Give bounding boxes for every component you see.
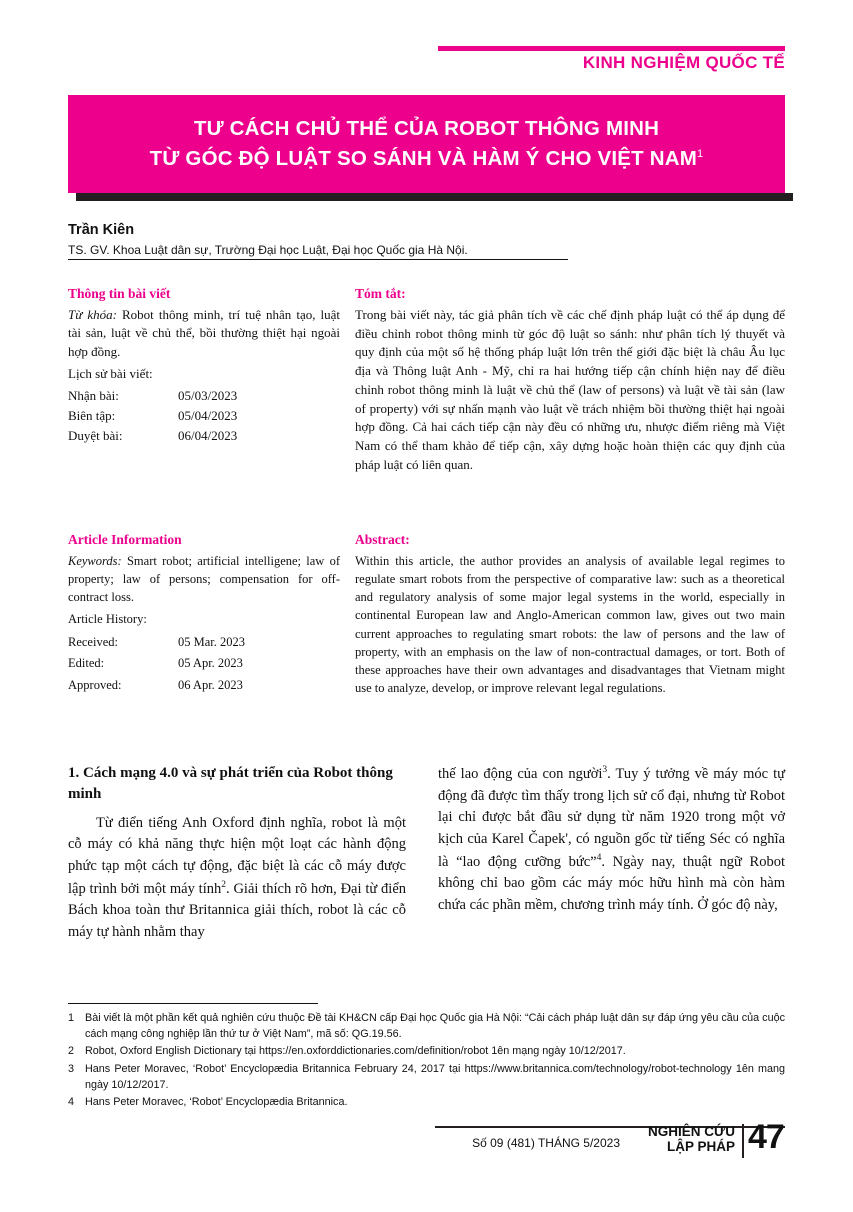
body-column-right bbox=[438, 763, 785, 917]
history-en-label-1: Edited: bbox=[68, 656, 105, 670]
history-en-value-1: 05 Apr. 2023 bbox=[178, 656, 243, 670]
article-info-en bbox=[68, 532, 340, 696]
article-info-en-keywords bbox=[68, 552, 340, 606]
article-info-vi bbox=[68, 286, 340, 446]
keywords-en-label: Keywords: bbox=[68, 554, 122, 568]
body-paragraph-right-part3: . Ngày nay, thuật ngữ Robot không chỉ bao gồm các máy móc hữu hình mà còn hàm chứa các phần mềm, chương trình máy tính. Ở góc độ này, bbox=[438, 853, 785, 914]
abstract-en bbox=[355, 532, 785, 697]
footnote-text-2: Robot, Oxford English Dictionary tại https://en.oxforddictionaries.com/definition/robot 1ên mạng ngày 10/12/2017. bbox=[85, 1045, 626, 1058]
article-title-banner bbox=[68, 95, 785, 193]
history-en-row bbox=[68, 653, 340, 675]
body-paragraph-right bbox=[438, 763, 785, 917]
title-footnote-marker: 1 bbox=[697, 148, 704, 161]
body-column-left bbox=[68, 763, 406, 944]
journal-brand-line-1: NGHIÊN CỨU bbox=[648, 1124, 735, 1139]
history-vi-row bbox=[68, 426, 340, 446]
footnote-number-4: 4 bbox=[68, 1095, 75, 1108]
footer-divider bbox=[742, 1124, 744, 1158]
history-en-label-2: Approved: bbox=[68, 677, 122, 692]
author-name: Trần Kiên bbox=[68, 222, 135, 238]
article-title-line-2-text: TỪ GÓC ĐỘ LUẬT SO SÁNH VÀ HÀM Ý CHO VIỆT NAM bbox=[149, 147, 698, 170]
footnote-item bbox=[68, 1010, 785, 1042]
body-paragraph-right-part1: thế lao động của con người bbox=[438, 765, 603, 782]
journal-brand bbox=[630, 1124, 735, 1154]
history-vi-label: Lịch sử bài viết: bbox=[68, 366, 153, 382]
journal-section-label: KINH NGHIỆM QUỐC TẾ bbox=[582, 53, 785, 72]
history-en-label-0: Received: bbox=[68, 634, 118, 649]
history-vi-row bbox=[68, 406, 340, 426]
history-en-list bbox=[68, 632, 340, 697]
footnote-list bbox=[68, 1010, 785, 1111]
footnote-ref-4: 4 bbox=[596, 852, 602, 863]
history-vi-label-0: Nhận bài: bbox=[68, 387, 119, 403]
body-paragraph-left-part1: Từ điển tiếng Anh Oxford định nghĩa, robot là một cỗ máy có khả năng thực hiện một loạt các hành động phức tạp một cách tự động, đặc biệt là các cỗ máy được lập trình bởi một máy tính bbox=[68, 814, 406, 897]
journal-brand-line-2: LẬP PHÁP bbox=[666, 1139, 735, 1155]
history-vi-row bbox=[68, 386, 340, 406]
author-affiliation: TS. GV. Khoa Luật dân sự, Trường Đại học Luật, Đại học Quốc gia Hà Nội. bbox=[68, 243, 568, 260]
header-accent-rule bbox=[438, 46, 785, 51]
footnote-ref-2: 2 bbox=[221, 879, 226, 890]
history-en-row bbox=[68, 632, 340, 654]
footnote-item bbox=[68, 1043, 785, 1059]
history-vi-list bbox=[68, 386, 340, 446]
article-info-vi-heading: Thông tin bài viết bbox=[68, 286, 171, 301]
section-heading-1: 1. Cách mạng 4.0 và sự phát triển của Robot thông minh bbox=[68, 765, 393, 803]
body-paragraph-left bbox=[68, 813, 406, 944]
keywords-vi-text: Robot thông minh, trí tuệ nhân tạo, luật tài sản, luật về chủ thể, bồi thường thiệt hại ngoài hợp đồng. bbox=[68, 307, 341, 359]
history-en-value-0: 05 Mar. 2023 bbox=[178, 634, 246, 649]
abstract-vi-heading: Tóm tắt: bbox=[355, 286, 406, 301]
history-vi-value-2: 06/04/2023 bbox=[178, 428, 238, 444]
abstract-en-heading: Abstract: bbox=[355, 532, 410, 547]
article-info-en-heading: Article Information bbox=[68, 532, 182, 547]
body-paragraph-left-part2: . Giải thích rõ hơn, Đại từ điển Bách khoa toàn thư Britannica giải thích, robot là các cỗ máy tự hành nhằm thay bbox=[68, 880, 407, 941]
footnote-text-4: Hans Peter Moravec, ‘Robot’ Encyclopædia Britannica. bbox=[85, 1095, 348, 1108]
keywords-en-text: Smart robot; artificial intelligene; law of property; law of persons; compensation for off-contract loss. bbox=[68, 554, 341, 605]
body-paragraph-right-part2: . Tuy ý tưởng về máy móc tự động đã được tìm thấy trong lịch sử cổ đại, nhưng từ Robot lại chỉ được bắt đầu sử dụng từ năm 1920 trong một vở kịch của Karel Čapek', có nguồn gốc từ tiếng Séc có nghĩa là “lao động cưỡng bức” bbox=[438, 765, 785, 870]
history-vi-label-1: Biên tập: bbox=[68, 407, 116, 423]
history-en-row bbox=[68, 675, 340, 697]
footnote-separator bbox=[68, 1003, 318, 1004]
history-vi-value-1: 05/04/2023 bbox=[178, 407, 238, 423]
footnote-text-1: Bài viết là một phần kết quả nghiên cứu thuộc Đề tài KH&CN cấp Đại học Quốc gia Hà Nội: “Cải cách pháp luật dân sự đáp ứng yêu cầu của cuộc cách mạng công nghiệp lần thứ tư ở Việt Nam”, mã số: QG.19.56. bbox=[85, 1012, 785, 1041]
article-title-line-2 bbox=[150, 144, 704, 174]
footnote-ref-3: 3 bbox=[602, 765, 608, 775]
page-number: 47 bbox=[748, 1118, 784, 1156]
abstract-vi-text: Trong bài viết này, tác giả phân tích về các chế định pháp luật có thể áp dụng để điều chỉnh robot thông minh từ góc độ luật so sánh: như phân tích lý thuyết và quy định của một số hệ thống pháp luật lớn trên thế giới đặc biệt là châu Âu lục địa và Thông luật Anh - Mỹ, chỉ ra hai hướng tiếp cận chính hiện nay để điều chỉnh robot thông minh là luật về chủ thể (law of persons) và luật về tài sản (law of property) với sự nhấn mạnh vào luật về trách nhiệm bồi thường thiệt hại ngoài hợp đồng. Cả hai cách tiếp cận này đều có những ưu, nhược điểm riêng mà Việt Nam có thể tham khảo để tiếp cận, xây dựng hoặc hoàn thiện các quy định của pháp luật có liên quan. bbox=[355, 307, 785, 472]
history-en-value-2: 06 Apr. 2023 bbox=[178, 677, 243, 692]
abstract-vi bbox=[355, 286, 785, 474]
footnote-number-1: 1 bbox=[68, 1012, 75, 1024]
footer-issue-label: Số 09 (481) THÁNG 5/2023 bbox=[472, 1136, 620, 1150]
keywords-vi-label: Từ khóa: bbox=[68, 307, 117, 322]
article-title-line-1: TƯ CÁCH CHỦ THỂ CỦA ROBOT THÔNG MINH bbox=[193, 117, 660, 141]
history-vi-value-0: 05/03/2023 bbox=[178, 387, 238, 403]
footnote-item bbox=[68, 1094, 785, 1110]
abstract-en-text: Within this article, the author provides an analysis of available legal regimes to regulate smart robots from the perspective of comparative law: such as a theoretical and regulatory analysis of some major legal systems in the world, especially in continental European law and Anglo-American common law, gives out two main current approaches to regulating smart robots: the law of persons and the law of property, with an emphasis on the law of non-contractual damages, or tort. Both of these approaches have their own advantages and disadvantages that Vietnam might use to analyze, develop, or improve relevant legal regulations. bbox=[355, 554, 785, 695]
footnote-item bbox=[68, 1061, 785, 1093]
history-vi-label-2: Duyệt bài: bbox=[68, 428, 123, 444]
history-en-label: Article History: bbox=[68, 612, 147, 627]
title-banner-shadow bbox=[76, 193, 793, 201]
article-info-vi-keywords bbox=[68, 306, 340, 361]
footnote-number-2: 2 bbox=[68, 1045, 75, 1058]
footnote-text-3: Hans Peter Moravec, ‘Robot’ Encyclopædia Britannica February 24, 2017 tại https://www.britannica.com/technology/robot-technology 1ên mang ngày 10/12/2017. bbox=[85, 1062, 785, 1091]
footnote-number-3: 3 bbox=[68, 1062, 75, 1075]
